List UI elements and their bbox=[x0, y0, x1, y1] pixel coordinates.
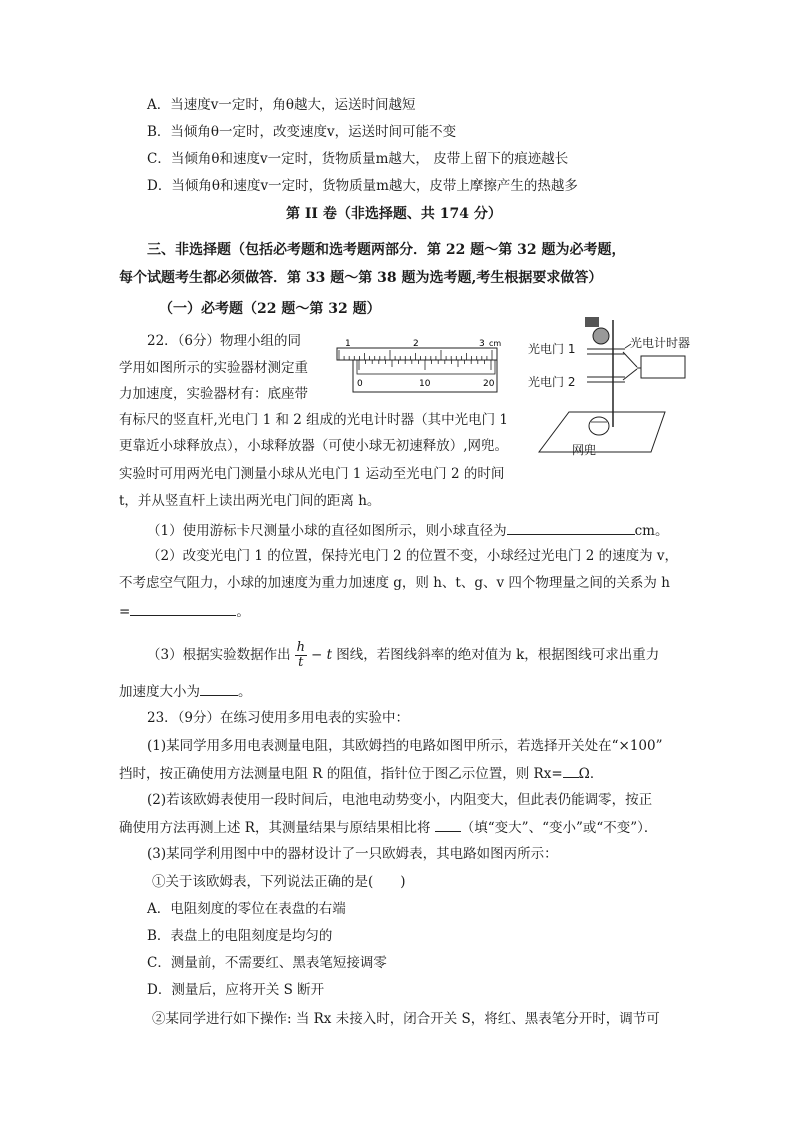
option-text: 测量前，不需要红、黑表笔短接调零 bbox=[170, 955, 387, 971]
q22-line: 有标尺的竖直杆,光电门 1 和 2 组成的光电计时器（其中光电门 1 bbox=[119, 412, 509, 428]
q22-part1 bbox=[147, 521, 668, 540]
q23-part1-line2 bbox=[119, 764, 603, 783]
q22-line: t，并从竖直杆上读出两光电门间的距离 h。 bbox=[119, 493, 381, 509]
q22-part2-line2: 不考虑空气阻力，小球的加速度为重力加速度 g，则 h、t、g、v 四个物理量之间的关系为 h bbox=[119, 575, 670, 591]
caliper-main-tick-label: 3 bbox=[479, 339, 485, 349]
q23-part3: (3)某同学利用图中中的器材设计了一只欧姆表，其电路如图丙所示： bbox=[147, 846, 558, 862]
gate2-label: 光电门 2 bbox=[528, 375, 576, 389]
q22-line: 22．（6分）物理小组的同 bbox=[147, 333, 302, 349]
caliper-vernier-tick-label: 10 bbox=[419, 379, 431, 389]
option-text: 表盘上的电阻刻度是均匀的 bbox=[170, 928, 333, 944]
q23-part1-line1: (1)某同学用多用电表测量电阻，其欧姆挡的电路如图甲所示，若选择开关处在“×100” bbox=[147, 738, 663, 754]
section3-line2: 每个试题考生都必须做答．第 33 题～第 38 题为选考题,考生根据要求做答） bbox=[119, 270, 603, 286]
answer-blank[interactable] bbox=[130, 602, 236, 616]
section3-line1: 三、非选择题（包括必考题和选考题两部分．第 22 题～第 32 题为必考题， bbox=[147, 242, 626, 258]
period: 。 bbox=[236, 604, 250, 620]
unit-text: Ω． bbox=[578, 766, 604, 782]
option-letter: B． bbox=[147, 124, 171, 140]
caliper-main-tick-label: 2 bbox=[413, 339, 419, 349]
ball-icon bbox=[593, 328, 609, 344]
option-text: 当速度v一定时，角θ越大，运送时间越短 bbox=[170, 97, 416, 113]
caliper-vernier-tick-label: 20 bbox=[483, 379, 495, 389]
caliper-main-tick-label: 1 bbox=[345, 339, 351, 349]
option-c bbox=[147, 150, 568, 168]
gate1-label: 光电门 1 bbox=[528, 342, 576, 356]
q23-part1-text: 挡时，按正确使用方法测量电阻 R 的阻值，指针位于图乙示位置，则 Rx= bbox=[119, 766, 563, 782]
vernier-caliper-figure bbox=[333, 336, 503, 394]
option-letter: D． bbox=[147, 178, 172, 194]
q23-option-d bbox=[147, 981, 324, 999]
fraction-denominator: t bbox=[298, 655, 304, 670]
q22-part2-line3 bbox=[119, 602, 250, 621]
ball-releaser bbox=[585, 317, 599, 327]
period: 。 bbox=[238, 684, 252, 700]
option-text: 当倾角θ和速度v一定时，货物质量m越大，皮带上摩擦产生的热越多 bbox=[171, 178, 578, 194]
q23-part2-text: （填“变大”、“变小”或“不变”）． bbox=[460, 820, 658, 836]
caliper-vernier-tick-label: 0 bbox=[357, 379, 363, 389]
option-d bbox=[147, 177, 578, 195]
q23-sub1: ①关于该欧姆表，下列说法正确的是( ) bbox=[152, 874, 406, 890]
option-letter: A． bbox=[147, 97, 171, 113]
fraction-numerator: h bbox=[296, 640, 305, 655]
q22-line: 更靠近小球释放点），小球释放器（可使小球无初速释放）,网兜。 bbox=[119, 438, 509, 454]
q22-line: 学用如图所示的实验器材测定重 bbox=[119, 360, 308, 376]
q23-part2-line1: (2)若该欧姆表使用一段时间后，电池电动势变小，内阻变大，但此表仍能调零，按正 bbox=[147, 792, 653, 808]
q23-option-c bbox=[147, 954, 387, 972]
option-letter: D． bbox=[147, 982, 172, 998]
minus-t: − t bbox=[310, 647, 332, 663]
option-letter: C． bbox=[147, 955, 171, 971]
q22-part1-text: （1）使用游标卡尺测量小球的直径如图所示，则小球直径为 bbox=[147, 523, 507, 539]
q22-part3-text: （3）根据实验数据作出 bbox=[147, 647, 291, 663]
timer-label: 光电计时器 bbox=[630, 336, 691, 350]
q22-part2-line1: （2）改变光电门 1 的位置，保持光电门 2 的位置不变，小球经过光电门 2 的速度为 v， bbox=[147, 548, 679, 564]
q23-option-a bbox=[147, 900, 346, 918]
q23-option-b bbox=[147, 927, 332, 945]
required-heading: （一）必考题（22 题～第 32 题） bbox=[159, 301, 381, 317]
unit-text: cm。 bbox=[634, 523, 669, 539]
option-text: 当倾角θ一定时，改变速度v，运送时间可能不变 bbox=[170, 124, 457, 140]
option-letter: A． bbox=[147, 901, 171, 917]
q23-title: 23．（9分）在练习使用多用电表的实验中： bbox=[147, 710, 410, 726]
fraction-h-over-t bbox=[295, 641, 307, 670]
option-text: 当倾角θ和速度v一定时，货物质量m越大， 皮带上留下的痕迹越长 bbox=[170, 151, 569, 167]
caliper-unit: cm bbox=[489, 339, 502, 348]
q23-sub2: ②某同学进行如下操作: 当 Rx 未接入时，闭合开关 S，将红、黑表笔分开时，调节可 bbox=[152, 1011, 660, 1027]
q22-part3-text: 图线，若图线斜率的绝对值为 k，根据图线可求出重力 bbox=[336, 647, 660, 663]
option-letter: C． bbox=[147, 151, 171, 167]
part2-title: 第 II 卷（非选择题、共 174 分） bbox=[286, 206, 502, 222]
option-letter: B． bbox=[147, 928, 171, 944]
q23-part2-text: 确使用方法再测上述 R，其测量结果与原结果相比将 bbox=[119, 820, 431, 836]
option-text: 电阻刻度的零位在表盘的右端 bbox=[170, 901, 346, 917]
base-plate bbox=[539, 412, 665, 452]
answer-blank[interactable] bbox=[507, 521, 635, 535]
answer-blank[interactable] bbox=[563, 764, 579, 778]
answer-blank[interactable] bbox=[200, 682, 238, 696]
timer-box bbox=[641, 356, 685, 378]
net-label: 网兜 bbox=[572, 443, 597, 457]
equals-sign: = bbox=[119, 604, 131, 620]
q22-line: 实验时可用两光电门测量小球从光电门 1 运动至光电门 2 的时间 bbox=[119, 466, 505, 482]
option-text: 测量后，应将开关 S 断开 bbox=[171, 982, 325, 998]
q22-part3-line2 bbox=[119, 682, 252, 701]
q22-part3-text: 加速度大小为 bbox=[119, 684, 200, 700]
answer-blank[interactable] bbox=[435, 818, 461, 832]
q23-part2-line2 bbox=[119, 818, 657, 837]
net-icon bbox=[589, 417, 609, 435]
option-a bbox=[147, 96, 416, 114]
option-b bbox=[147, 123, 456, 141]
q22-line: 力加速度，实验器材有：底座带 bbox=[119, 386, 308, 402]
q22-part3-line1 bbox=[147, 640, 659, 670]
